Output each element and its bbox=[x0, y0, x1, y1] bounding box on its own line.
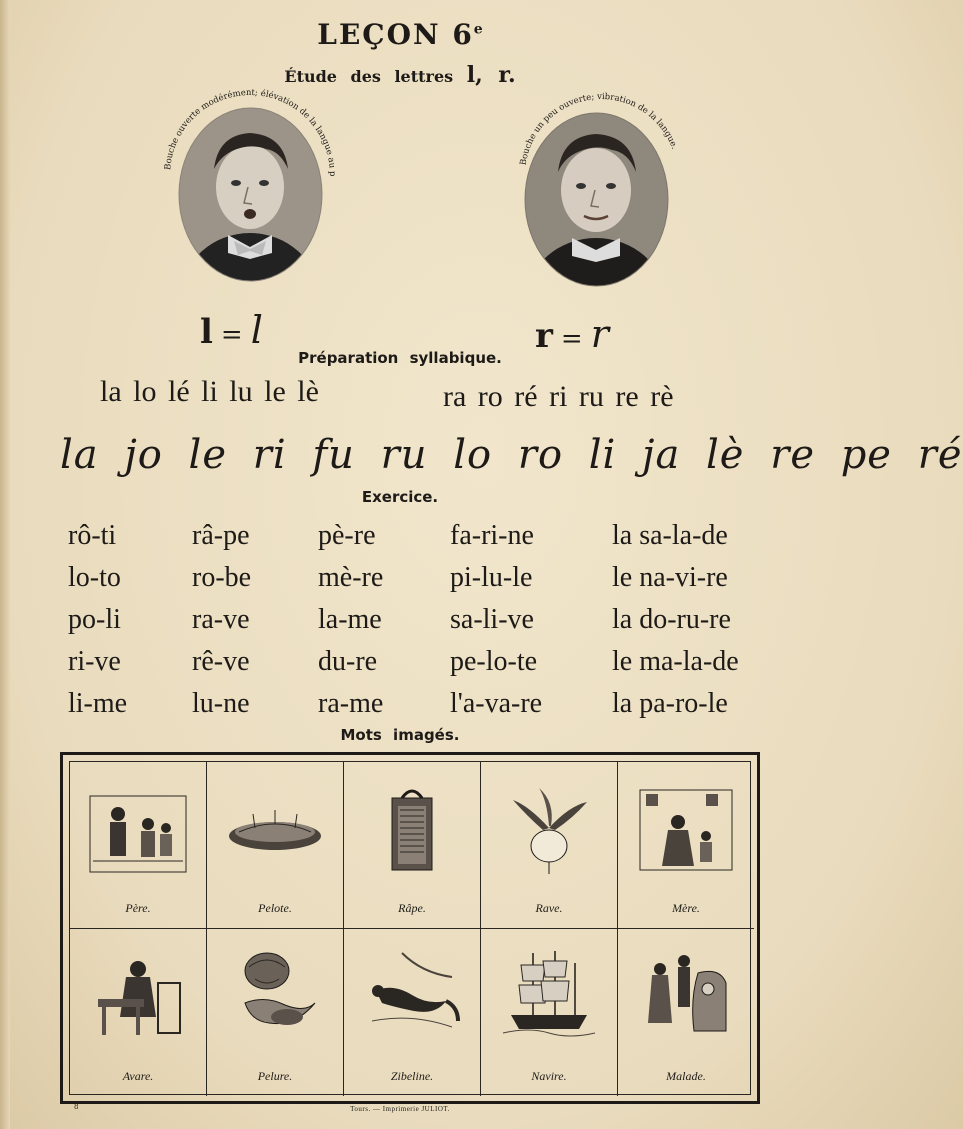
syllables-r: ra ro ré ri ru re rè bbox=[443, 380, 674, 413]
picture-cell-avare bbox=[70, 929, 207, 1096]
exercise-word: pi-lu-le bbox=[450, 562, 533, 593]
picture-cell-zibeline bbox=[344, 929, 481, 1096]
picture-cell-pelure bbox=[207, 929, 344, 1096]
page-edge bbox=[0, 0, 10, 1129]
caption-arc-right bbox=[515, 90, 690, 180]
exercise-column-3 bbox=[318, 515, 383, 725]
caption-arc-left bbox=[157, 78, 345, 180]
exercise-word: pè-re bbox=[318, 520, 376, 551]
exercise-word: pe-lo-te bbox=[450, 646, 538, 677]
picture-caption: Pelure. bbox=[257, 1069, 293, 1083]
exercise-word: sa-li-ve bbox=[450, 604, 534, 635]
exercise-word: ro-be bbox=[192, 562, 252, 593]
picture-caption: Malade. bbox=[666, 1069, 706, 1083]
exercise-word: fa-ri-ne bbox=[450, 520, 534, 551]
svg-text:Bouche ouverte modérément; élé: Bouche ouverte modérément; élévation de la langue au palais. bbox=[157, 78, 338, 177]
letter-r-equation: r = r bbox=[535, 312, 609, 356]
exercise-word: râ-pe bbox=[192, 520, 250, 551]
picture-caption: Pelote. bbox=[258, 901, 292, 915]
sick-woman-icon bbox=[636, 943, 736, 1043]
family-scene-icon bbox=[88, 776, 188, 876]
exercise-column-5 bbox=[612, 515, 739, 725]
picture-cell-navire bbox=[481, 929, 618, 1096]
grater-icon bbox=[362, 776, 462, 876]
picture-caption: Navire. bbox=[531, 1069, 567, 1083]
exercise-word: la pa-ro-le bbox=[612, 688, 728, 719]
picture-caption: Mère. bbox=[672, 901, 700, 915]
lesson-subtitle: Étude des lettres l, r. bbox=[284, 62, 516, 88]
exercise-word: la do-ru-re bbox=[612, 604, 731, 635]
picture-cell-malade bbox=[618, 929, 754, 1096]
exercise-word: le ma-la-de bbox=[612, 646, 739, 677]
exercise-word: la sa-la-de bbox=[612, 520, 728, 551]
exercise-word: du-re bbox=[318, 646, 378, 677]
printer-imprint: Tours. — Imprimerie JULIOT. bbox=[350, 1105, 450, 1113]
picture-caption: Père. bbox=[125, 901, 151, 915]
picture-caption: Râpe. bbox=[398, 901, 426, 915]
page-mark: 8 bbox=[74, 1103, 79, 1111]
exercise-word: rê-ve bbox=[192, 646, 250, 677]
ship-icon bbox=[499, 943, 599, 1043]
exercise-heading: Exercice. bbox=[361, 488, 439, 506]
picture-grid bbox=[60, 752, 760, 1104]
picture-caption: Zibeline. bbox=[390, 1069, 434, 1083]
page-title: LEÇON 6e bbox=[317, 18, 483, 51]
cursive-syllable-line: la jo le ri fu ru lo ro li ja lè re pe ré bbox=[60, 432, 963, 478]
prep-heading: Préparation syllabique. bbox=[298, 349, 502, 367]
picture-caption: Avare. bbox=[122, 1069, 154, 1083]
pincushion-icon bbox=[225, 776, 325, 876]
picture-cell-rave bbox=[481, 762, 618, 929]
picture-caption: Rave. bbox=[535, 901, 563, 915]
exercise-column-4 bbox=[450, 515, 542, 725]
picture-cell-pere bbox=[70, 762, 207, 929]
exercise-word: mè-re bbox=[318, 562, 384, 593]
letter-l-equation: l = l bbox=[200, 308, 263, 352]
exercise-word: ri-ve bbox=[68, 646, 121, 677]
exercise-word: lu-ne bbox=[192, 688, 250, 719]
exercise-word: la-me bbox=[318, 604, 382, 635]
picture-cell-pelote bbox=[207, 762, 344, 929]
exercise-word: le na-vi-re bbox=[612, 562, 728, 593]
exercise-column-2 bbox=[192, 515, 251, 725]
svg-text:Bouche un peu ouverte; vibrati: Bouche un peu ouverte; vibration de la langue. bbox=[518, 91, 680, 166]
exercise-column-1 bbox=[68, 515, 127, 725]
exercise-word: ra-ve bbox=[192, 604, 250, 635]
exercise-word: po-li bbox=[68, 604, 121, 635]
syllables-l: la lo lé li lu le lè bbox=[100, 375, 319, 408]
miser-icon bbox=[88, 943, 188, 1043]
picture-cell-rape bbox=[344, 762, 481, 929]
exercise-word: lo-to bbox=[68, 562, 121, 593]
peel-icon bbox=[225, 943, 325, 1043]
exercise-word: l'a-va-re bbox=[450, 688, 543, 719]
picture-cell-mere bbox=[618, 762, 754, 929]
mother-children-icon bbox=[636, 776, 736, 876]
sable-animal-icon bbox=[362, 943, 462, 1043]
exercise-word: li-me bbox=[68, 688, 128, 719]
exercise-word: ra-me bbox=[318, 688, 384, 719]
pictures-heading: Mots imagés. bbox=[340, 726, 460, 744]
exercise-word: rô-ti bbox=[68, 520, 117, 551]
turnip-icon bbox=[499, 776, 599, 876]
